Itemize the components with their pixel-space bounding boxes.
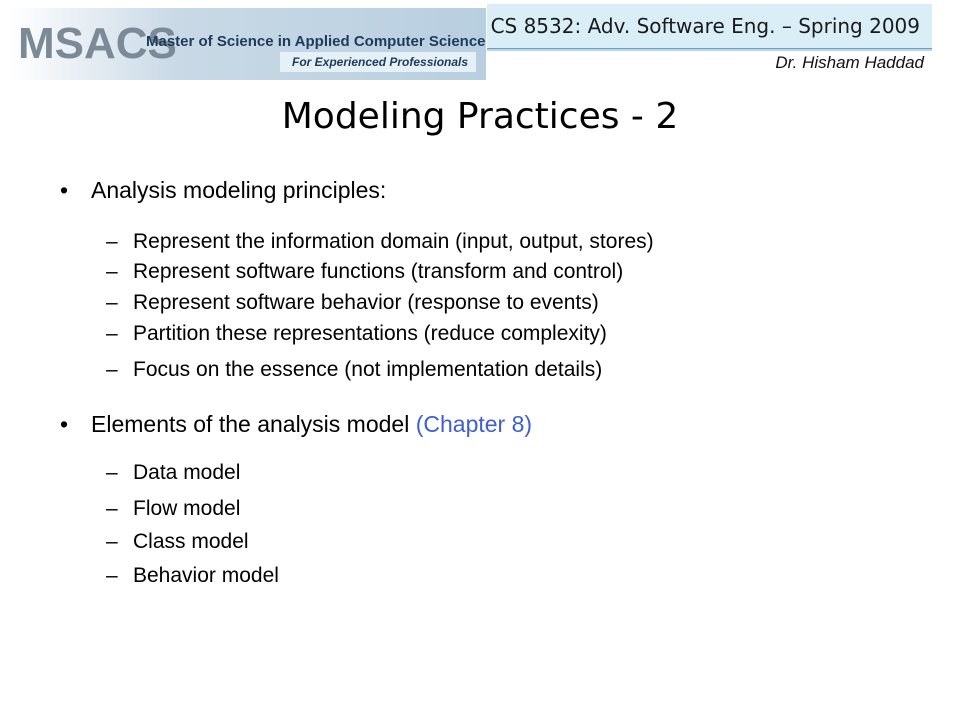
bullet-text-wrap bbox=[91, 411, 532, 438]
list-item-text: Focus on the essence (not implementation details) bbox=[133, 358, 603, 381]
dash: – bbox=[106, 322, 118, 345]
instructor-name: Dr. Hisham Haddad bbox=[775, 53, 924, 72]
list-item-text: Represent software behavior (response to events) bbox=[133, 291, 599, 314]
logo-line1: Master of Science in Applied Computer Science bbox=[146, 33, 486, 50]
bullet-dot: • bbox=[60, 411, 69, 437]
course-header-band bbox=[487, 4, 932, 50]
course-title: CS 8532: Adv. Software Eng. – Spring 2009 bbox=[490, 14, 920, 38]
msacs-logo bbox=[10, 8, 486, 80]
dash: – bbox=[106, 564, 118, 587]
header-divider bbox=[487, 49, 932, 51]
list-item-text: Represent software functions (transform and control) bbox=[133, 260, 624, 283]
dash: – bbox=[106, 260, 118, 283]
dash: – bbox=[106, 291, 118, 314]
bullet-text: Elements of the analysis model bbox=[91, 411, 410, 437]
bullet-dot: • bbox=[60, 177, 69, 203]
logo-main: MSACS bbox=[18, 19, 177, 68]
list-item-text: Partition these representations (reduce complexity) bbox=[133, 322, 607, 345]
list-item-text: Class model bbox=[133, 530, 249, 553]
logo-line2: For Experienced Professionals bbox=[292, 55, 469, 69]
dash: – bbox=[106, 358, 118, 381]
list-item-text: Behavior model bbox=[133, 564, 279, 587]
bullet-text: Analysis modeling principles: bbox=[91, 177, 387, 203]
dash: – bbox=[106, 497, 118, 520]
dash: – bbox=[106, 461, 118, 484]
list-item-text: Data model bbox=[133, 461, 241, 484]
chapter-reference: (Chapter 8) bbox=[415, 411, 533, 437]
slide-title: Modeling Practices - 2 bbox=[281, 96, 679, 137]
list-item-text: Represent the information domain (input, output, stores) bbox=[133, 230, 654, 253]
dash: – bbox=[106, 230, 118, 253]
list-item-text: Flow model bbox=[133, 497, 241, 520]
dash: – bbox=[106, 530, 118, 553]
